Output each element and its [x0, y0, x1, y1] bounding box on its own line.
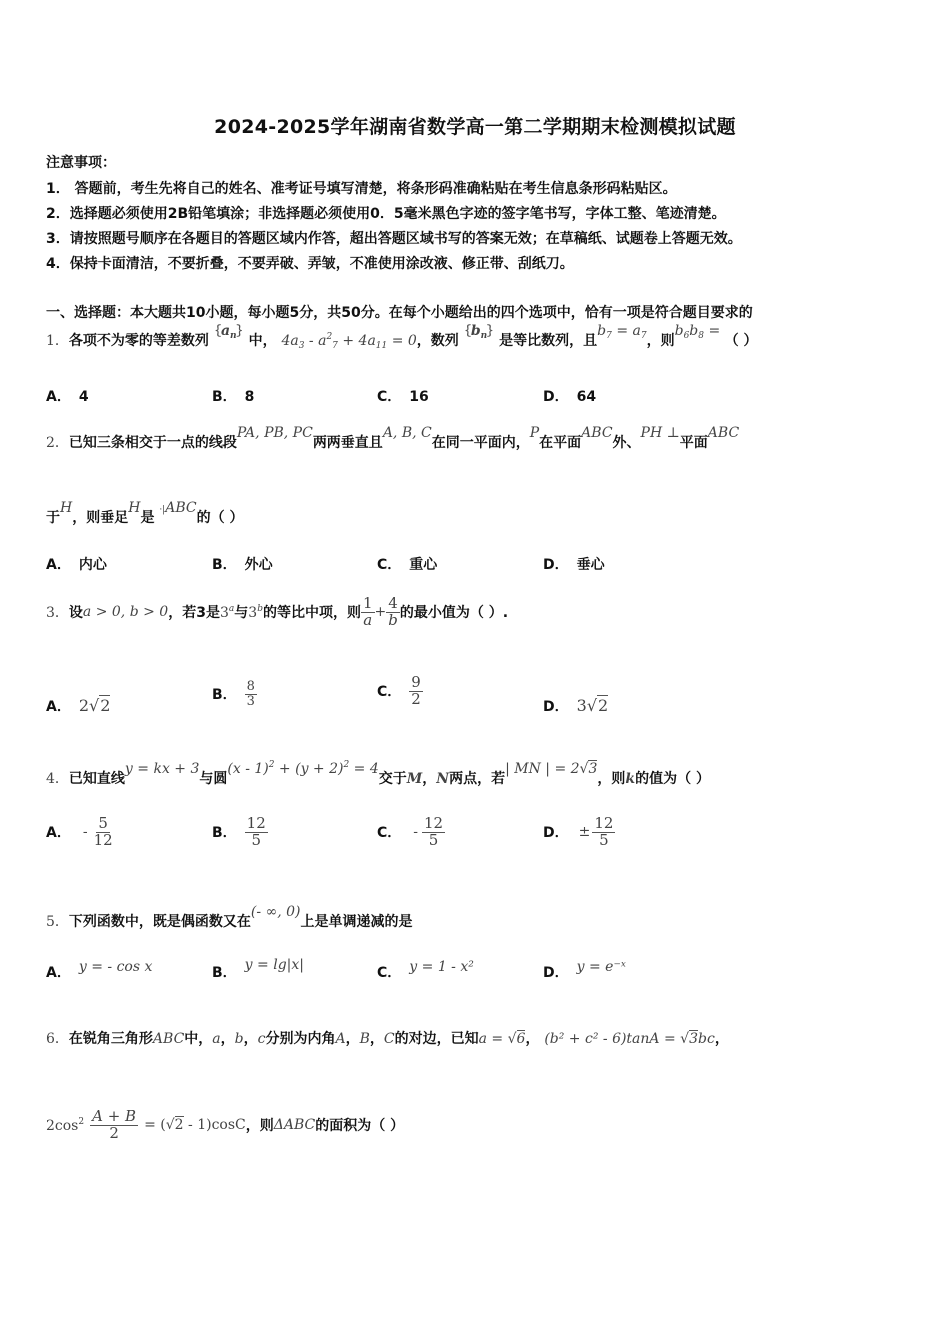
question-6-line-1: 6．在锐角三角形ABC中，a，b，c分别为内角A，B，C的对边，已知a = √6， (b² + c² - 6)tanA = √3bc， [46, 1031, 729, 1047]
q1-option-a[interactable]: A． 4 [46, 389, 89, 405]
q5-option-d[interactable]: D． y = e⁻ˣ [543, 959, 626, 981]
q4-option-a[interactable]: A． - $\frac{5}{12}$ [46, 814, 113, 849]
question-3: 3． 设 a > 0, b > 0 ，若3是 3$^a$ 与 3$^b$ 的等比中项，则 $\frac{1}{a}$ + $\frac{4}{b}$ 的最小值为（ ）. [46, 593, 509, 629]
exam-title: 2024-2025学年湖南省数学高一第二学期期末检测模拟试题 [214, 116, 736, 138]
q5-option-c[interactable]: C． y = 1 - x² [377, 959, 474, 981]
question-4: 4．已知直线y = kx + 3与圆$(x - 1)^2 + (y + 2)^2 = 4$交于M，N两点，若| MN | = 2√3，则k的值为（ ） [46, 760, 710, 787]
notice-item-4: 4．保持卡面清洁，不要折叠，不要弄破、弄皱，不准使用涂改液、修正带、刮纸刀。 [46, 256, 574, 272]
q4-option-c[interactable]: C． - $\frac{12}{5}$ [377, 814, 444, 849]
q3-fraction-2: $\frac{4}{b}$ [388, 593, 398, 629]
q5-option-b[interactable]: B． y = lg|x| [212, 957, 304, 981]
notice-item-1: 1． 答题前，考生先将自己的姓名、准考证号填写清楚，将条形码准确粘贴在考生信息条形码粘贴区。 [46, 181, 677, 197]
q4-option-b[interactable]: B． $\frac{12}{5}$ [212, 814, 266, 849]
question-2-line-2: 于H，则垂足H是 ·|ABC的（ ） [46, 500, 244, 526]
notice-heading: 注意事项： [46, 155, 116, 171]
q2-option-a[interactable]: A． 内心 [46, 557, 107, 573]
q2-option-c[interactable]: C． 重心 [377, 557, 438, 573]
notice-item-3: 3．请按照题号顺序在各题目的答题区域内作答，超出答题区域书写的答案无效；在草稿纸、试题卷上答题无效。 [46, 231, 742, 247]
q3-option-a[interactable]: A． 2√2 [46, 696, 111, 715]
q5-option-a[interactable]: A． y = - cos x [46, 959, 153, 981]
q3-option-d[interactable]: D． 3√2 [543, 696, 609, 715]
q3-option-b[interactable]: B． $\frac{8}{3}$ [212, 679, 255, 709]
q3-option-c[interactable]: C． $\frac{9}{2}$ [377, 673, 421, 708]
question-6-line-2: $2\cos^2$ $\frac{A + B}{2}$ = (√2 - 1)cosC ，则 ΔABC 的面积为（ ） [46, 1106, 405, 1142]
q1-option-d[interactable]: D． 64 [543, 389, 597, 405]
section-1-heading: 一、选择题：本大题共10小题，每小题5分，共50分。在每个小题给出的四个选项中，恰有一项是符合题目要求的 [46, 305, 753, 321]
q2-option-b[interactable]: B． 外心 [212, 557, 273, 573]
question-1: 1．各项不为零的等差数列$\{a_n\}$中， $4a_3 - a^2_7 + 4a_{11} = 0$，数列$\{b_n\}$是等比数列，且$b_7 = a_7$，则$b_6b_8$ = （ ） [46, 323, 758, 351]
q1-option-b[interactable]: B． 8 [212, 389, 255, 405]
question-5: 5．下列函数中，既是偶函数又在(- ∞, 0)上是单调递减的是 [46, 904, 413, 930]
q2-option-d[interactable]: D． 垂心 [543, 557, 605, 573]
q3-fraction-1: $\frac{1}{a}$ [362, 593, 373, 629]
q1-option-c[interactable]: C． 16 [377, 389, 429, 405]
q6-fraction: $\frac{A + B}{2}$ [92, 1106, 137, 1142]
q4-option-d[interactable]: D． ± $\frac{12}{5}$ [543, 814, 614, 849]
question-2-line-1: 2．已知三条相交于一点的线段PA, PB, PC两两垂直且A, B, C在同一平面内，P在平面ABC外、PH ⊥平面ABC [46, 425, 740, 451]
notice-item-2: 2．选择题必须使用2B铅笔填涂；非选择题必须使用0．5毫米黑色字迹的签字笔书写，字体工整、笔迹清楚。 [46, 206, 726, 222]
